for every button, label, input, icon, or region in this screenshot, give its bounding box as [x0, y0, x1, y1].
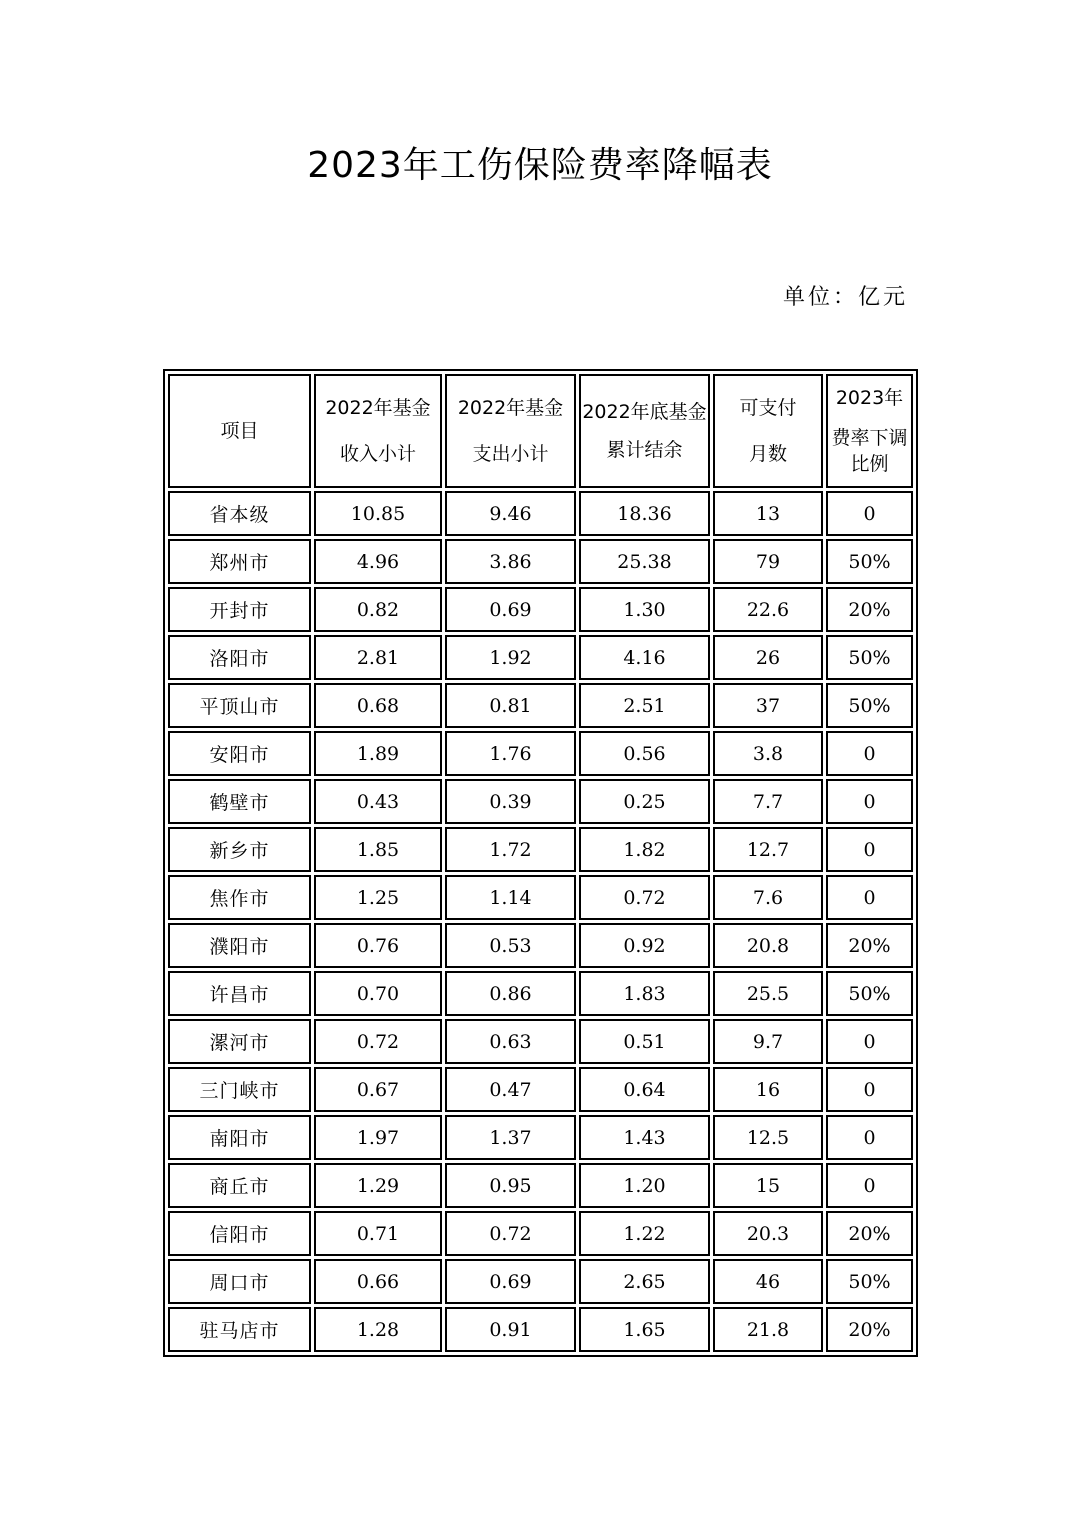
- cell-months: 20.3: [713, 1211, 823, 1256]
- cell-months: 12.7: [713, 827, 823, 872]
- page-title: 2023年工伤保险费率降幅表: [307, 145, 773, 186]
- cell-months: 25.5: [713, 971, 823, 1016]
- table-row: [168, 923, 913, 968]
- cell-rate-cut: 20%: [826, 1211, 913, 1256]
- cell-expense: 1.92: [445, 635, 576, 680]
- table-row: [168, 1115, 913, 1160]
- cell-expense: 0.81: [445, 683, 576, 728]
- cell-rate-cut: 0: [826, 1019, 913, 1064]
- cell-expense: 1.72: [445, 827, 576, 872]
- cell-rate-cut: 0: [826, 779, 913, 824]
- cell-balance: 0.25: [579, 779, 710, 824]
- cell-name: 许昌市: [168, 971, 311, 1016]
- cell-income: 10.85: [314, 491, 442, 536]
- cell-months: 9.7: [713, 1019, 823, 1064]
- cell-months: 22.6: [713, 587, 823, 632]
- table-row: [168, 1163, 913, 1208]
- cell-name: 平顶山市: [168, 683, 311, 728]
- cell-name: 郑州市: [168, 539, 311, 584]
- cell-rate-cut: 0: [826, 827, 913, 872]
- cell-expense: 9.46: [445, 491, 576, 536]
- cell-name: 安阳市: [168, 731, 311, 776]
- header-months: 可支付 月数: [713, 374, 823, 488]
- cell-balance: 1.65: [579, 1307, 710, 1352]
- cell-name: 商丘市: [168, 1163, 311, 1208]
- cell-balance: 25.38: [579, 539, 710, 584]
- table-row: [168, 1307, 913, 1352]
- cell-balance: 0.92: [579, 923, 710, 968]
- cell-income: 1.97: [314, 1115, 442, 1160]
- cell-name: 驻马店市: [168, 1307, 311, 1352]
- table-row: [168, 539, 913, 584]
- cell-income: 4.96: [314, 539, 442, 584]
- cell-balance: 2.65: [579, 1259, 710, 1304]
- cell-expense: 0.69: [445, 1259, 576, 1304]
- table-row: [168, 683, 913, 728]
- cell-expense: 0.53: [445, 923, 576, 968]
- table-row: [168, 491, 913, 536]
- cell-months: 3.8: [713, 731, 823, 776]
- cell-expense: 0.63: [445, 1019, 576, 1064]
- cell-name: 洛阳市: [168, 635, 311, 680]
- cell-expense: 0.69: [445, 587, 576, 632]
- header-item: 项目: [168, 374, 311, 488]
- table-row: [168, 1211, 913, 1256]
- cell-months: 7.7: [713, 779, 823, 824]
- cell-expense: 0.95: [445, 1163, 576, 1208]
- header-income: 2022年基金 收入小计: [314, 374, 442, 488]
- cell-income: 1.85: [314, 827, 442, 872]
- cell-balance: 0.51: [579, 1019, 710, 1064]
- cell-name: 信阳市: [168, 1211, 311, 1256]
- cell-months: 13: [713, 491, 823, 536]
- cell-name: 濮阳市: [168, 923, 311, 968]
- cell-income: 0.82: [314, 587, 442, 632]
- cell-balance: 1.83: [579, 971, 710, 1016]
- cell-balance: 1.20: [579, 1163, 710, 1208]
- cell-expense: 0.39: [445, 779, 576, 824]
- cell-expense: 1.37: [445, 1115, 576, 1160]
- cell-name: 焦作市: [168, 875, 311, 920]
- table-body: [168, 491, 913, 1352]
- rate-table: [163, 369, 918, 1357]
- cell-name: 漯河市: [168, 1019, 311, 1064]
- cell-balance: 2.51: [579, 683, 710, 728]
- cell-rate-cut: 50%: [826, 539, 913, 584]
- cell-rate-cut: 0: [826, 1115, 913, 1160]
- cell-rate-cut: 0: [826, 731, 913, 776]
- table-row: [168, 1259, 913, 1304]
- table-row: [168, 1067, 913, 1112]
- table-row: [168, 779, 913, 824]
- cell-name: 鹤壁市: [168, 779, 311, 824]
- cell-name: 省本级: [168, 491, 311, 536]
- cell-income: 1.89: [314, 731, 442, 776]
- cell-balance: 0.64: [579, 1067, 710, 1112]
- cell-income: 0.72: [314, 1019, 442, 1064]
- cell-income: 2.81: [314, 635, 442, 680]
- table-row: [168, 1019, 913, 1064]
- cell-income: 0.76: [314, 923, 442, 968]
- cell-rate-cut: 20%: [826, 587, 913, 632]
- cell-months: 46: [713, 1259, 823, 1304]
- cell-rate-cut: 0: [826, 491, 913, 536]
- cell-income: 0.66: [314, 1259, 442, 1304]
- table-row: [168, 827, 913, 872]
- cell-expense: 0.91: [445, 1307, 576, 1352]
- cell-months: 15: [713, 1163, 823, 1208]
- cell-months: 20.8: [713, 923, 823, 968]
- cell-expense: 1.76: [445, 731, 576, 776]
- cell-months: 37: [713, 683, 823, 728]
- cell-balance: 1.30: [579, 587, 710, 632]
- header-rate-cut: 2023年 费率下调比例: [826, 374, 913, 488]
- cell-expense: 1.14: [445, 875, 576, 920]
- cell-balance: 18.36: [579, 491, 710, 536]
- cell-rate-cut: 50%: [826, 635, 913, 680]
- cell-rate-cut: 0: [826, 1163, 913, 1208]
- cell-months: 7.6: [713, 875, 823, 920]
- cell-rate-cut: 0: [826, 875, 913, 920]
- cell-balance: 0.56: [579, 731, 710, 776]
- cell-rate-cut: 20%: [826, 1307, 913, 1352]
- table-row: [168, 635, 913, 680]
- table-row: [168, 971, 913, 1016]
- cell-income: 0.68: [314, 683, 442, 728]
- cell-expense: 3.86: [445, 539, 576, 584]
- cell-expense: 0.47: [445, 1067, 576, 1112]
- cell-expense: 0.72: [445, 1211, 576, 1256]
- unit-label: 单位：亿元: [782, 285, 908, 310]
- cell-rate-cut: 50%: [826, 1259, 913, 1304]
- cell-balance: 0.72: [579, 875, 710, 920]
- cell-income: 0.71: [314, 1211, 442, 1256]
- cell-balance: 1.82: [579, 827, 710, 872]
- table-row: [168, 587, 913, 632]
- table-row: [168, 731, 913, 776]
- cell-income: 0.43: [314, 779, 442, 824]
- cell-expense: 0.86: [445, 971, 576, 1016]
- table-row: [168, 875, 913, 920]
- header-row: [168, 374, 913, 488]
- header-balance: 2022年底基金 累计结余: [579, 374, 710, 488]
- cell-rate-cut: 50%: [826, 683, 913, 728]
- cell-income: 1.28: [314, 1307, 442, 1352]
- cell-rate-cut: 50%: [826, 971, 913, 1016]
- cell-months: 79: [713, 539, 823, 584]
- cell-months: 12.5: [713, 1115, 823, 1160]
- cell-name: 周口市: [168, 1259, 311, 1304]
- cell-balance: 1.43: [579, 1115, 710, 1160]
- cell-name: 新乡市: [168, 827, 311, 872]
- cell-months: 16: [713, 1067, 823, 1112]
- cell-income: 1.29: [314, 1163, 442, 1208]
- cell-name: 开封市: [168, 587, 311, 632]
- cell-months: 26: [713, 635, 823, 680]
- cell-income: 0.67: [314, 1067, 442, 1112]
- cell-name: 南阳市: [168, 1115, 311, 1160]
- cell-balance: 4.16: [579, 635, 710, 680]
- header-expense: 2022年基金 支出小计: [445, 374, 576, 488]
- cell-income: 1.25: [314, 875, 442, 920]
- cell-months: 21.8: [713, 1307, 823, 1352]
- cell-rate-cut: 0: [826, 1067, 913, 1112]
- cell-rate-cut: 20%: [826, 923, 913, 968]
- cell-income: 0.70: [314, 971, 442, 1016]
- cell-balance: 1.22: [579, 1211, 710, 1256]
- cell-name: 三门峡市: [168, 1067, 311, 1112]
